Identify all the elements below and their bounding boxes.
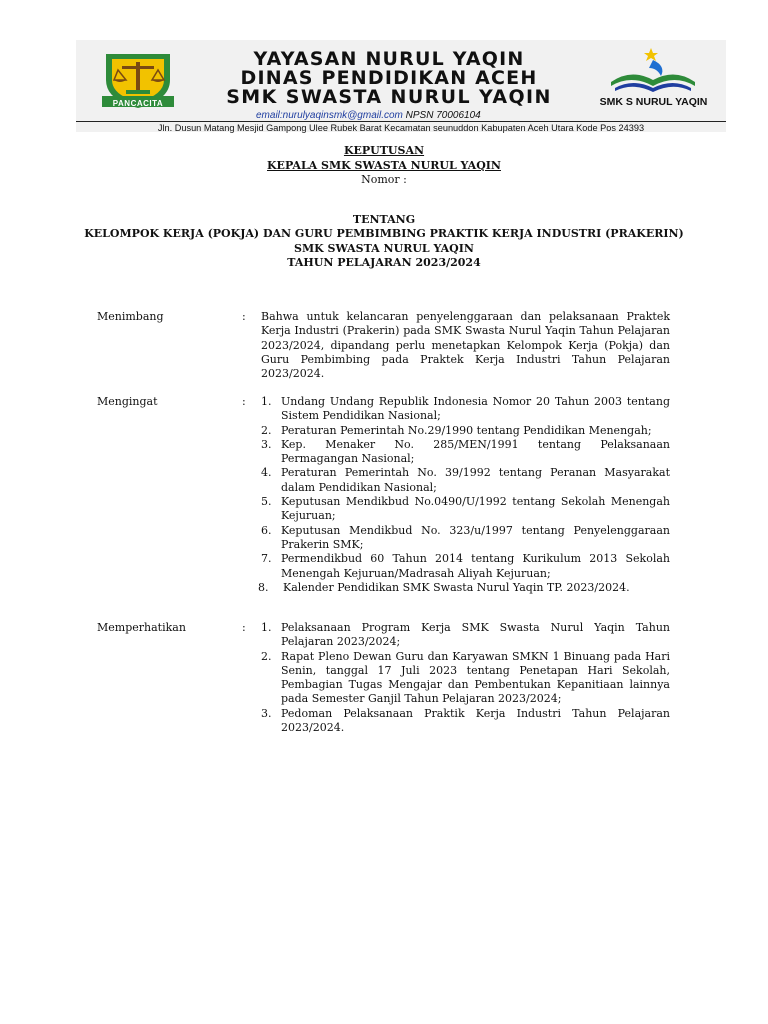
list-text: Rapat Pleno Dewan Guru dan Karyawan SMKN 1 Binuang pada Hari Senin, tanggal 17 Juli 2023 tentang Penetapan Hari Sekolah, Pembagian Tugas Mengajar dan Pembentukan Kepanitiaan lainnya pada Semester Ganjil Tahun Pelajaran 2023/2024;: [281, 649, 670, 706]
list-number: 1.: [261, 395, 272, 408]
npsn-number: NPSN 70006104: [405, 110, 481, 121]
list-text: Kalender Pendidikan SMK Swasta Nurul Yaqin TP. 2023/2024.: [283, 580, 630, 594]
list-item: [261, 424, 670, 438]
document-title: KEPUTUSAN: [343, 144, 425, 157]
list-number: 4.: [261, 466, 272, 480]
list-item: [261, 466, 670, 495]
list-number: 3.: [261, 437, 272, 451]
section-colon: :: [242, 621, 246, 634]
list-item: [261, 495, 670, 524]
about-line: SMK SWASTA NURUL YAQIN: [294, 241, 474, 255]
list-item: [261, 524, 670, 553]
list-text: Keputusan Mendikbud No. 323/u/1997 tentang Penyelenggaraan Prakerin SMK;: [281, 523, 670, 551]
section-colon: :: [242, 310, 246, 323]
list-text: Undang Undang Republik Indonesia Nomor 20 Tahun 2003 tentang Sistem Pendidikan Nasional;: [281, 395, 670, 423]
list-number: 7.: [261, 552, 272, 566]
document-subtitle: KEPALA SMK SWASTA NURUL YAQIN: [267, 159, 501, 172]
list-item: [261, 552, 670, 581]
list-number: 2.: [261, 423, 272, 437]
section-label: Memperhatikan: [97, 621, 186, 634]
list-item: [261, 707, 670, 736]
list-item: [261, 438, 670, 467]
document-number: Nomor :: [361, 173, 407, 186]
list-item: [258, 580, 670, 595]
list-number: 5.: [261, 495, 272, 509]
foundation-name: YAYASAN NURUL YAQIN: [253, 48, 525, 70]
list-text: Keputusan Mendikbud No.0490/U/1992 tentang Sekolah Menengah Kejuruan;: [281, 495, 670, 523]
memperhatikan-list: [261, 621, 670, 735]
list-number: 1.: [261, 621, 272, 634]
smk-nurul-yaqin-logo: [591, 46, 716, 112]
list-text: Peraturan Pemerintah No. 39/1992 tentang Peranan Masyarakat dalam Pendidikan Nasional;: [281, 466, 670, 494]
about-heading: [0, 227, 768, 271]
list-number: 3.: [261, 706, 272, 720]
list-number: 6.: [261, 523, 272, 537]
section-colon: :: [242, 395, 246, 408]
letterhead-divider: [76, 121, 726, 122]
mengingat-list: [258, 395, 670, 595]
education-office-name: DINAS PENDIDIKAN ACEH: [240, 67, 538, 89]
about-line: TAHUN PELAJARAN 2023/2024: [287, 256, 481, 269]
about-line: KELOMPOK KERJA (POKJA) DAN GURU PEMBIMBING PRAKTIK KERJA INDUSTRI (PRAKERIN): [84, 227, 684, 240]
list-item: [261, 395, 670, 424]
section-label: Mengingat: [97, 395, 158, 408]
list-text: Pedoman Pelaksanaan Praktik Kerja Industri Tahun Pelajaran 2023/2024.: [281, 706, 670, 735]
about-label: TENTANG: [352, 213, 416, 226]
list-item: [261, 650, 670, 707]
section-text: Bahwa untuk kelancaran penyelenggaraan dan pelaksanaan Praktek Kerja Industri (Prakerin) pada SMK Swasta Nurul Yaqin Tahun Pelajaran 2023/2024, dipandang perlu menetapkan Kelompok Kerja (Pokja) dan Guru Pembimbing pada Praktek Kerja Industri Tahun Pelajaran 2023/2024.: [261, 310, 670, 381]
school-name: SMK SWASTA NURUL YAQIN: [226, 86, 552, 108]
list-number: 8.: [258, 580, 269, 594]
email-line: [256, 110, 481, 121]
list-text: Permendikbud 60 Tahun 2014 tentang Kurikulum 2013 Sekolah Menengah Kejuruan/Madrasah Aliyah Kejuruan;: [281, 552, 670, 580]
section-label: Menimbang: [97, 310, 164, 323]
list-text: Pelaksanaan Program Kerja SMK Swasta Nurul Yaqin Tahun Pelajaran 2023/2024;: [281, 621, 670, 649]
list-text: Peraturan Pemerintah No.29/1990 tentang Pendidikan Menengah;: [281, 423, 652, 437]
letterhead-titles: [204, 50, 574, 107]
list-number: 2.: [261, 649, 272, 663]
list-text: Kep. Menaker No. 285/MEN/1991 tentang Pelaksanaan Permagangan Nasional;: [281, 437, 670, 466]
aceh-pancacita-logo: [96, 50, 180, 112]
list-item: [261, 621, 670, 650]
school-logo-label: SMK S NURUL YAQIN: [599, 96, 708, 108]
school-email: email:nurulyaqinsmk@gmail.com: [256, 110, 403, 121]
pancacita-label: PANCACITA: [112, 99, 164, 108]
school-address: Jln. Dusun Matang Mesjid Gampong Ulee Rubek Barat Kecamatan seunuddon Kabupaten Aceh Utara Kode Pos 24393: [157, 123, 645, 133]
letterhead: [76, 40, 726, 132]
